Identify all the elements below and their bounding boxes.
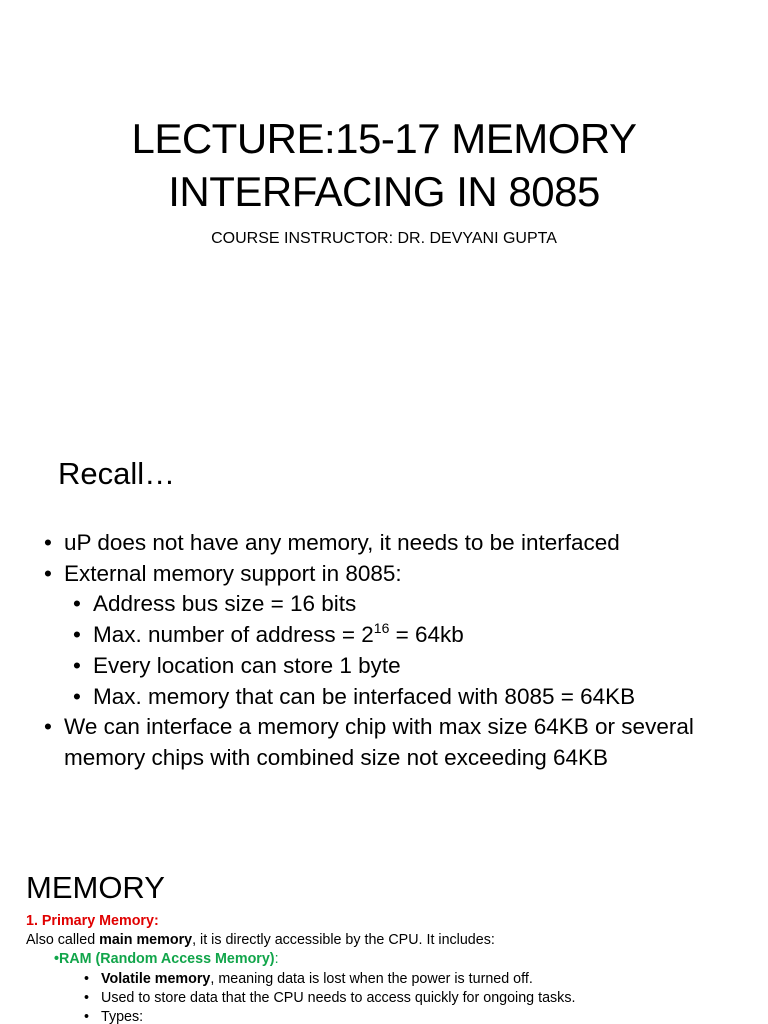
- list-item: • Volatile memory, meaning data is lost when the power is turned off.: [26, 970, 746, 989]
- ram-heading: •RAM (Random Access Memory):: [54, 951, 279, 968]
- memory-body: [26, 912, 746, 1024]
- list-item: • External memory support in 8085:: [44, 559, 734, 590]
- bullet-icon: •: [73, 683, 81, 709]
- list-item: • Used to store data that the CPU needs to access quickly for ongoing tasks.: [26, 989, 746, 1008]
- title-slide: [0, 0, 768, 432]
- primary-memory-description: Also called main memory, it is directly accessible by the CPU. It includes:: [26, 932, 495, 949]
- bullet-icon: •: [84, 989, 90, 1006]
- recall-heading: Recall…: [58, 456, 176, 491]
- memory-slide: [0, 864, 768, 1024]
- bullet-icon: •: [84, 970, 90, 987]
- bullet-icon: •: [54, 951, 60, 968]
- bullet-icon: •: [73, 591, 81, 617]
- bullet-icon: •: [44, 560, 52, 586]
- bullet-icon: •: [73, 622, 81, 648]
- bullet-icon: •: [44, 714, 52, 740]
- recall-slide: [0, 432, 768, 864]
- list-item: • Types:: [26, 1008, 746, 1024]
- recall-bullets: [44, 528, 734, 774]
- bullet-icon: •: [84, 1009, 90, 1024]
- list-item: • Max. number of address = $2^{16} = 64kb$: [44, 620, 734, 651]
- bullet-icon: •: [44, 530, 52, 555]
- bullet-icon: •: [73, 652, 81, 678]
- list-item: • uP does not have any memory, it needs to be interfaced: [44, 528, 734, 559]
- list-item: • Address bus size = 16 bits: [44, 589, 734, 620]
- list-item: • Max. memory that can be interfaced with 8085 = 64KB: [44, 682, 734, 713]
- primary-memory-heading: 1. Primary Memory:: [26, 913, 159, 929]
- course-instructor: COURSE INSTRUCTOR: DR. DEVYANI GUPTA: [211, 230, 557, 247]
- lecture-title: LECTURE:15-17 MEMORY INTERFACING IN 8085: [131, 115, 637, 215]
- list-item: • We can interface a memory chip with max size 64KB or several memory chips with combined size not exceeding 64KB: [44, 712, 734, 773]
- memory-heading: MEMORY: [26, 870, 165, 905]
- list-item: • Every location can store 1 byte: [44, 651, 734, 682]
